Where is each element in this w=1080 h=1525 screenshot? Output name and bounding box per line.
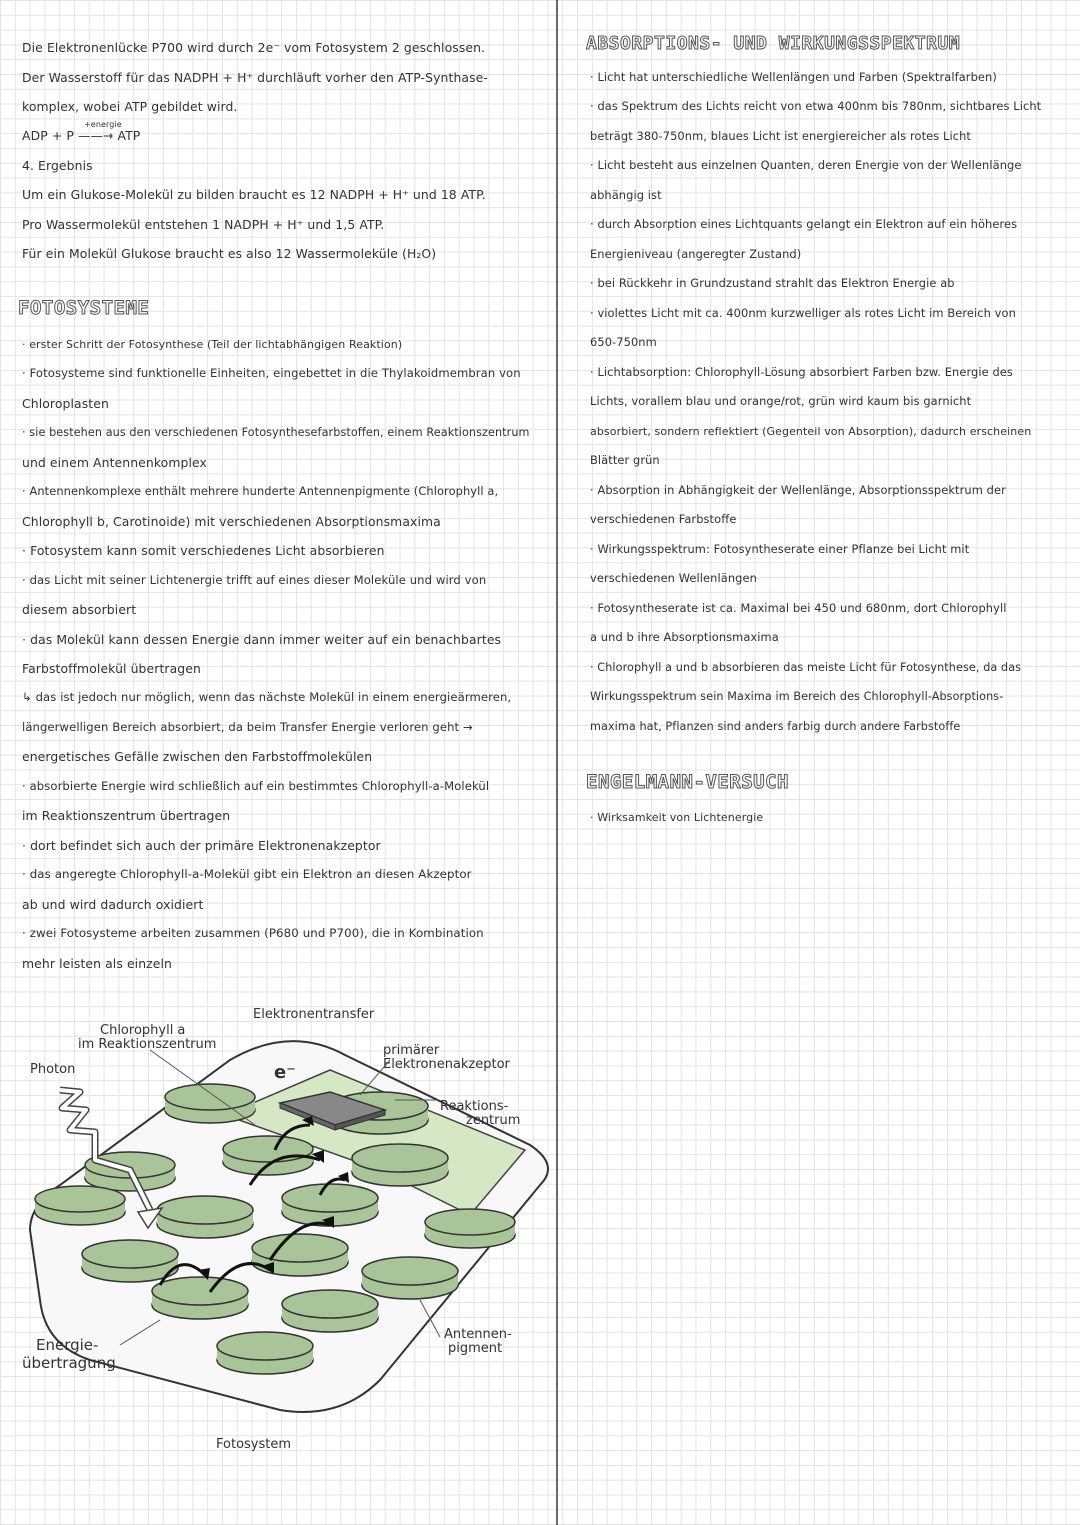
text-line: und einem Antennenkomplex — [22, 455, 207, 470]
label-energieuebertragung: Energie- — [36, 1336, 99, 1354]
label-reaktionszentrum: Reaktions- — [440, 1099, 509, 1114]
text-line: Farbstoffmolekül übertragen — [22, 661, 201, 676]
text-line: beträgt 380-750nm, blaues Licht ist energiereicher als rotes Licht — [590, 129, 971, 143]
label-electron: e⁻ — [274, 1062, 296, 1083]
text-line: · Chlorophyll a und b absorbieren das meiste Licht für Fotosynthese, da das — [590, 661, 1022, 674]
text-line: · absorbierte Energie wird schließlich auf ein bestimmtes Chlorophyll-a-Molekül — [22, 779, 490, 793]
text-line: · das Spektrum des Lichts reicht von etwa 400nm bis 780nm, sichtbares Licht — [590, 99, 1042, 113]
text-line: maxima hat, Pflanzen sind anders farbig durch andere Farbstoffe — [590, 720, 961, 733]
pigment-disk — [252, 1234, 348, 1276]
text-line: Energieniveau (angeregter Zustand) — [590, 247, 802, 261]
label-akzeptor: primärer — [383, 1043, 440, 1058]
text-line: · Absorption in Abhängigkeit der Wellenlänge, Absorptionsspektrum der — [590, 483, 1006, 497]
text-line: · sie bestehen aus den verschiedenen Fotosynthesefarbstoffen, einem Reaktionszentrum — [22, 426, 530, 439]
fotosysteme-heading: FOTOSYSTEME — [18, 297, 150, 319]
pigment-disk — [362, 1257, 458, 1299]
text-line: · Wirkungsspektrum: Fotosyntheserate einer Pflanze bei Licht mit — [590, 542, 970, 556]
pigment-disk — [217, 1332, 313, 1374]
text-line: im Reaktionszentrum übertragen — [22, 808, 231, 823]
label-photon: Photon — [30, 1062, 76, 1077]
label-antennenpigment-2: pigment — [448, 1341, 503, 1356]
text-line: komplex, wobei ATP gebildet wird. — [22, 99, 238, 114]
text-line: Die Elektronenlücke P700 wird durch 2e⁻ vom Fotosystem 2 geschlossen. — [22, 40, 486, 55]
text-line: Blätter grün — [590, 453, 660, 467]
label-energieuebertragung-2: übertragung — [22, 1354, 116, 1372]
text-line: · das Molekül kann dessen Energie dann immer weiter auf ein benachbartes — [22, 632, 502, 647]
text-line: · Licht besteht aus einzelnen Quanten, deren Energie von der Wellenlänge — [590, 158, 1022, 172]
text-line: · erster Schritt der Fotosynthese (Teil der lichtabhängigen Reaktion) — [22, 338, 403, 351]
label-reaktionszentrum-2: zentrum — [466, 1113, 521, 1128]
text-line: Wirkungsspektrum sein Maxima im Bereich des Chlorophyll-Absorptions- — [590, 690, 1004, 703]
text-line: längerwelligen Bereich absorbiert, da beim Transfer Energie verloren geht → — [22, 720, 473, 734]
text-line: · dort befindet sich auch der primäre Elektronenakzeptor — [22, 838, 381, 853]
text-line: abhängig ist — [590, 188, 662, 202]
text-line: energetisches Gefälle zwischen den Farbstoffmolekülen — [22, 749, 373, 764]
text-line: Der Wasserstoff für das NADPH + H⁺ durchläuft vorher den ATP-Synthase- — [22, 70, 488, 85]
arrow-label: +energie — [84, 120, 122, 129]
text-line: Pro Wassermolekül entstehen 1 NADPH + H⁺ und 1,5 ATP. — [22, 217, 385, 232]
pigment-disk — [82, 1240, 178, 1282]
text-line: · durch Absorption eines Lichtquants gelangt ein Elektron auf ein höheres — [590, 217, 1018, 231]
text-line: · Fotosysteme sind funktionelle Einheiten, eingebettet in die Thylakoidmembran von — [22, 366, 521, 380]
pigment-disk — [425, 1209, 515, 1248]
text-line: · violettes Licht mit ca. 400nm kurzwelliger als rotes Licht im Bereich von — [590, 306, 1016, 320]
text-line: 4. Ergebnis — [22, 158, 93, 173]
text-line: Chlorophyll b, Carotinoide) mit verschiedenen Absorptionsmaxima — [22, 514, 441, 529]
engelmann-heading: ENGELMANN-VERSUCH — [586, 771, 789, 793]
text-line: · das Licht mit seiner Lichtenergie trifft auf eines dieser Moleküle und wird von — [22, 573, 487, 587]
text-line: · Antennenkomplexe enthält mehrere hunderte Antennenpigmente (Chlorophyll a, — [22, 484, 499, 498]
label-akzeptor-2: Elektronenakzeptor — [383, 1057, 510, 1072]
text-line: absorbiert, sondern reflektiert (Gegenteil von Absorption), dadurch erscheinen — [590, 425, 1032, 438]
text-line: · Fotosystem kann somit verschiedenes Licht absorbieren — [22, 543, 385, 558]
text-line: 650-750nm — [590, 335, 657, 349]
text-line: · Fotosyntheserate ist ca. Maximal bei 450 und 680nm, dort Chlorophyll — [590, 601, 1007, 615]
text-line: · zwei Fotosysteme arbeiten zusammen (P680 und P700), die in Kombination — [22, 926, 484, 940]
text-line: verschiedenen Wellenlängen — [590, 571, 757, 585]
text-line: Lichts, vorallem blau und orange/rot, grün wird kaum bis garnicht — [590, 394, 972, 408]
pigment-disk — [282, 1290, 378, 1332]
label-fotosystem: Fotosystem — [216, 1437, 292, 1452]
text-line: a und b ihre Absorptionsmaxima — [590, 630, 779, 644]
label-elektronentransfer: Elektronentransfer — [253, 1007, 375, 1022]
pigment-disk — [352, 1144, 448, 1186]
spektrum-heading: ABSORPTIONS- UND WIRKUNGSSPEKTRUM — [586, 33, 961, 54]
text-line: · das angeregte Chlorophyll-a-Molekül gibt ein Elektron an diesen Akzeptor — [22, 867, 472, 881]
text-line: · Wirksamkeit von Lichtenergie — [590, 811, 764, 824]
label-chlorophyll-a: Chlorophyll a — [100, 1023, 186, 1038]
text-line: Um ein Glukose-Molekül zu bilden braucht es 12 NADPH + H⁺ und 18 ATP. — [22, 187, 486, 202]
label-chlorophyll-a-2: im Reaktionszentrum — [78, 1037, 217, 1052]
label-antennenpigment: Antennen- — [444, 1327, 512, 1342]
text-line: ab und wird dadurch oxidiert — [22, 897, 204, 912]
text-line: Chloroplasten — [22, 396, 109, 411]
text-line: verschiedenen Farbstoffe — [590, 512, 737, 526]
text-line: · Licht hat unterschiedliche Wellenlängen und Farben (Spektralfarben) — [590, 70, 997, 84]
pigment-disk — [35, 1186, 125, 1225]
pigment-disk — [152, 1277, 248, 1319]
pigment-disk — [157, 1196, 253, 1238]
column-divider — [556, 0, 558, 1525]
text-line: · bei Rückkehr in Grundzustand strahlt das Elektron Energie ab — [590, 276, 955, 290]
equation-line: ADP + P ——→ ATP — [22, 128, 141, 143]
pigment-disk — [165, 1084, 255, 1123]
text-line: ↳ das ist jedoch nur möglich, wenn das nächste Molekül in einem energieärmeren, — [22, 690, 512, 704]
text-line: mehr leisten als einzeln — [22, 956, 172, 971]
text-line: · Lichtabsorption: Chlorophyll-Lösung absorbiert Farben bzw. Energie des — [590, 365, 1013, 379]
text-line: Für ein Molekül Glukose braucht es also 12 Wassermoleküle (H₂O) — [22, 246, 437, 261]
text-line: diesem absorbiert — [22, 602, 137, 617]
